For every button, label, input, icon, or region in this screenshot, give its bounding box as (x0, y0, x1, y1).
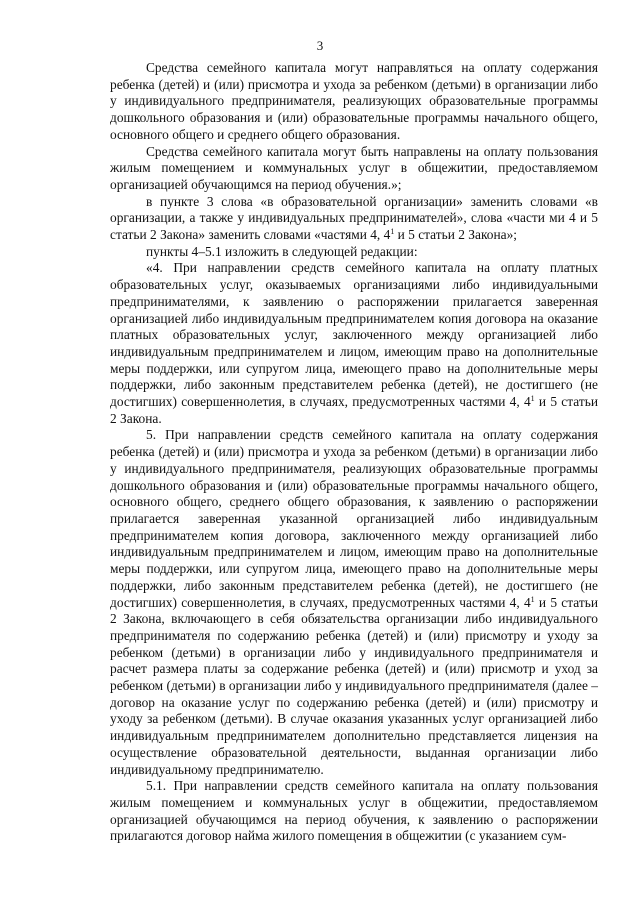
paragraph-text: «4. При направлении средств семейного капитала на оплату платных образовательных услуг, оказываемых организациями либо индивидуальными предпринимателями, к заявлению о распоряжении прилагается заверенная организацией либо индивидуальным предпринимателем копия договора на оказание платных образовательных услуг, заключенного между организацией либо индивидуальным предпринимателем и лицом, имеющим право на дополнительные меры поддержки, или супругом лица, имеющего право на дополнительные меры поддержки, либо законным представителем ребенка (детей), не достигшего (не достигших) совершеннолетия, в случаях, предусмотренных частями 4, 4 (110, 260, 598, 410)
paragraph-text: Средства семейного капитала могут направляться на оплату содержания ребенка (детей) и (или) присмотра и ухода за ребенком (детьми) в организации либо у индивидуального предпринимателя, реализующих образовательные программы дошкольного образования и (или) образовательные программы начального общего, основного общего и среднего общего образования. (110, 60, 598, 142)
page-number: 3 (316, 38, 324, 53)
paragraph-point-5-1 (110, 778, 598, 845)
paragraph-text: и 5 статьи 2 Закона»; (394, 227, 517, 243)
paragraph-text: и 5 статьи 2 Закона, включающего в себя обязательства организации либо индивидуального предпринимателя по содержанию ребенка (детей) и (или) присмотру и уходу за ребенком (детьми) в организации либо у индивидуального предпринимателя и расчет размера платы за содержание ребенка (детей) и (или) присмотр и уход за ребенком (детьми) в организации либо у индивидуального предпринимателя (далее – договор на оказание услуг по содержанию ребенка (детей) и (или) присмотру и уходу за ребенком (детьми). В случае оказания указанных услуг организацией либо индивидуальным предпринимателем дополнительно представляется лицензия на осуществление образовательной деятельности, выданная организации либо индивидуальному предпринимателю. (110, 594, 598, 777)
paragraph-funds-dormitory (110, 144, 598, 194)
paragraph-text: и 5 статьи 2 Закона. (110, 394, 598, 426)
paragraph-points-4-5-1-intro (110, 244, 598, 261)
paragraph-point-3-amendment (110, 194, 598, 244)
paragraph-text: Средства семейного капитала могут быть направлены на оплату пользования жилым помещением и коммунальных услуг в общежитии, предоставляемом организацией обучающимся на период обучения.»; (110, 143, 598, 192)
superscript-index: 1 (390, 227, 395, 237)
document-body (110, 60, 598, 845)
superscript-index: 1 (530, 594, 535, 604)
superscript-index: 1 (530, 394, 535, 404)
paragraph-point-5 (110, 427, 598, 778)
paragraph-text: пункты 4–5.1 изложить в следующей редакции: (146, 243, 418, 259)
paragraph-funds-childcare (110, 60, 598, 144)
paragraph-text: 5.1. При направлении средств семейного капитала на оплату пользования жилым помещением и коммунальных услуг в общежитии, предоставляемом организацией обучающимся на период обучения, к заявлению о распоряжении прилагаются договор найма жилого помещения в общежитии (с указанием сум- (110, 778, 598, 844)
paragraph-text: в пункте 3 слова «в образовательной организации» заменить словами «в организации, а также у индивидуальных предпринимателей», слова «части ми 4 и 5 статьи 2 Закона» заменить словами «частями 4, 4 (110, 193, 598, 243)
paragraph-text: 5. При направлении средств семейного капитала на оплату содержания ребенка (детей) и (или) присмотра и ухода за ребенком (детьми) в организации либо у индивидуального предпринимателя, реализующих образовательные программы дошкольного образования и (или) образовательные программы начального общего, основного общего, среднего общего образования, к заявлению о распоряжении прилагается заверенная указанной организацией либо индивидуальным предпринимателем копия договора, заключенного между организацией либо индивидуальным предпринимателем и лицом, имеющим право на дополнительные меры поддержки, или супругом лица, имеющего право на дополнительные меры поддержки, либо законным представителем ребенка (детей), не достигшего (не достигших) совершеннолетия, в случаях, предусмотренных частями 4, 4 (110, 427, 598, 610)
paragraph-point-4 (110, 260, 598, 427)
